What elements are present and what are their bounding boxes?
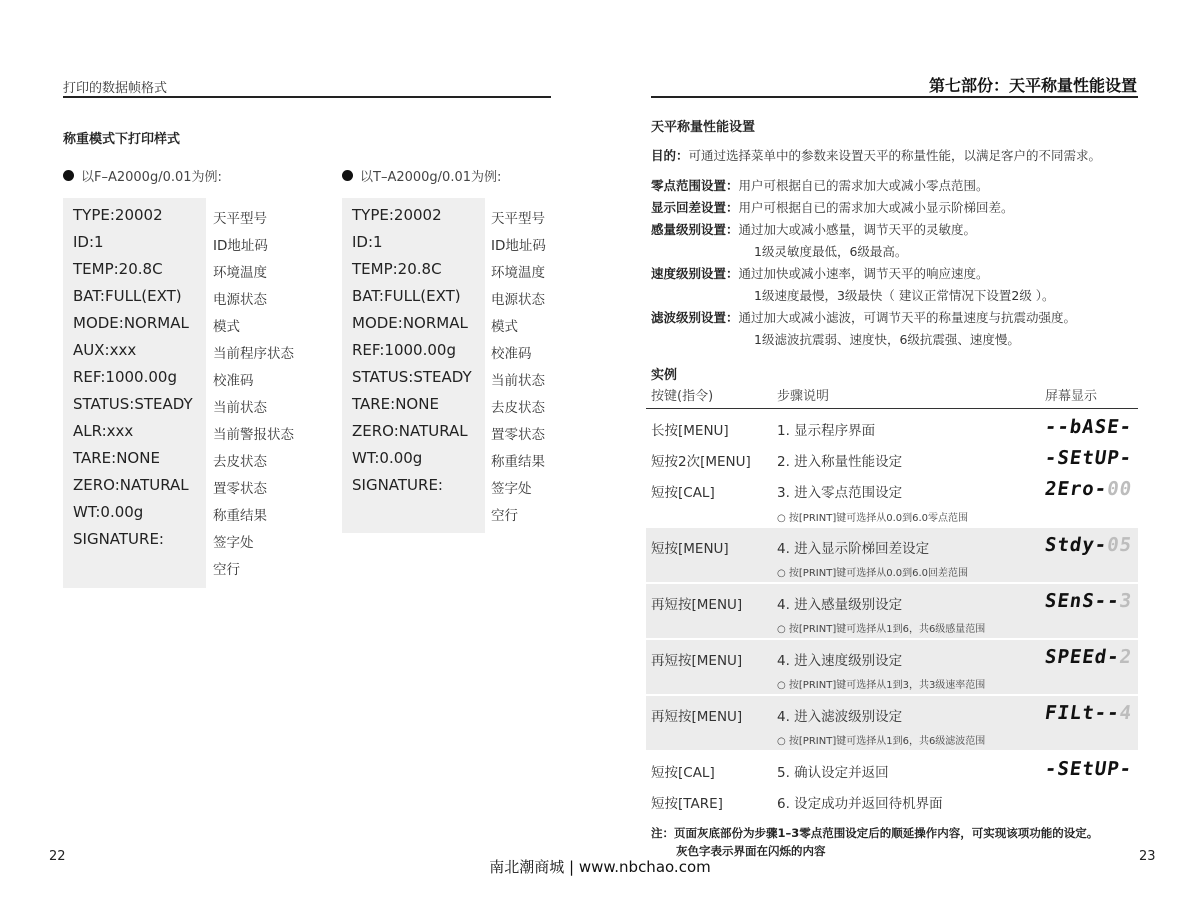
frame-line: TEMP:20.8C bbox=[352, 260, 442, 278]
setting-sensitivity bbox=[651, 220, 976, 238]
frame-line: MODE:NORMAL bbox=[352, 314, 468, 332]
example-t-label bbox=[342, 166, 501, 185]
lcd-display bbox=[1043, 702, 1133, 724]
lcd-display bbox=[1043, 447, 1133, 469]
lcd-main: SPEEd- bbox=[1043, 646, 1122, 668]
frame-desc: 签字处 bbox=[491, 481, 532, 497]
frame-desc: 当前警报状态 bbox=[213, 427, 294, 443]
lcd-main: SEnS-- bbox=[1043, 590, 1122, 612]
header-step: 步骤说明 bbox=[777, 389, 830, 404]
frame-line: SIGNATURE: bbox=[352, 476, 443, 494]
frame-line: STATUS:STEADY bbox=[73, 395, 193, 413]
frame-desc: 空行 bbox=[213, 562, 240, 578]
setting-text: 1级滤波抗震弱、速度快，6级抗震强、速度慢。 bbox=[754, 332, 1020, 347]
lcd-main: FILt-- bbox=[1043, 702, 1122, 724]
setting-text: 通过加快或减小速率，调节天平的响应速度。 bbox=[738, 266, 989, 281]
frame-desc: 当前程序状态 bbox=[213, 346, 294, 362]
frame-desc: 当前状态 bbox=[213, 400, 267, 416]
lcd-main: 2Ero- bbox=[1043, 478, 1109, 500]
frame-desc: 模式 bbox=[213, 319, 240, 335]
left-header-rule bbox=[63, 96, 551, 98]
lcd-blink: 3 bbox=[1118, 590, 1134, 612]
frame-line: TEMP:20.8C bbox=[73, 260, 163, 278]
lcd-display bbox=[1043, 478, 1133, 500]
example-title: 实例 bbox=[651, 368, 678, 383]
setting-label: 滤波级别设置： bbox=[651, 310, 739, 325]
row-key: 短按[CAL] bbox=[651, 765, 715, 781]
frame-line: BAT:FULL(EXT) bbox=[352, 287, 461, 305]
frame-line: TYPE:20002 bbox=[73, 206, 163, 224]
table-row bbox=[646, 785, 1138, 815]
frame-line: WT:0.00g bbox=[73, 503, 144, 521]
left-page-number: 22 bbox=[49, 849, 66, 864]
row-key: 长按[MENU] bbox=[651, 423, 729, 439]
lcd-blink: 05 bbox=[1105, 534, 1134, 556]
purpose-text: 可通过选择菜单中的参数来设置天平的称量性能，以满足客户的不同需求。 bbox=[688, 148, 1102, 163]
frame-desc: 环境温度 bbox=[213, 265, 267, 281]
frame-desc: 模式 bbox=[491, 319, 518, 335]
bullet-icon bbox=[342, 170, 353, 181]
header-display: 屏幕显示 bbox=[1045, 389, 1098, 404]
table-row bbox=[646, 413, 1138, 443]
example-f-label bbox=[63, 166, 222, 185]
frame-desc: 环境温度 bbox=[491, 265, 545, 281]
setting-label: 感量级别设置： bbox=[651, 222, 739, 237]
row-key: 再短按[MENU] bbox=[651, 709, 743, 725]
frame-desc: 置零状态 bbox=[491, 427, 545, 443]
setting-label: 速度级别设置： bbox=[651, 266, 739, 281]
frame-desc: 校准码 bbox=[491, 346, 532, 362]
lcd-main: -SEtUP- bbox=[1043, 447, 1134, 469]
frame-line: STATUS:STEADY bbox=[352, 368, 472, 386]
frame-line: BAT:FULL(EXT) bbox=[73, 287, 182, 305]
setting-text: 1级速度最慢，3级最快（ 建议正常情况下设置2级 ）。 bbox=[754, 288, 1055, 303]
frame-line: REF:1000.00g bbox=[352, 341, 456, 359]
frame-desc: ID地址码 bbox=[491, 238, 546, 254]
lcd-blink: 2 bbox=[1118, 646, 1134, 668]
setting-speed bbox=[651, 264, 989, 282]
setting-text: 通过加大或减小滤波，可调节天平的称量速度与抗震动强度。 bbox=[738, 310, 1077, 325]
lcd-display bbox=[1043, 646, 1133, 668]
setting-label: 零点范围设置： bbox=[651, 178, 739, 193]
frame-desc: 签字处 bbox=[213, 535, 254, 551]
setting-zero-range bbox=[651, 176, 989, 194]
frame-line: TYPE:20002 bbox=[352, 206, 442, 224]
frame-desc: 天平型号 bbox=[213, 211, 267, 227]
table-row bbox=[646, 528, 1138, 582]
frame-desc: 电源状态 bbox=[491, 292, 545, 308]
purpose-line bbox=[651, 146, 1101, 164]
frame-line: ZERO:NATURAL bbox=[352, 422, 468, 440]
header-key: 按键(指令) bbox=[651, 389, 714, 404]
table-row bbox=[646, 640, 1138, 694]
row-step: 4. 进入显示阶梯回差设定 bbox=[777, 541, 930, 557]
purpose-label: 目的： bbox=[651, 148, 689, 163]
footnote: 灰色字表示界面在闪烁的内容 bbox=[676, 844, 826, 858]
frame-desc: 校准码 bbox=[213, 373, 254, 389]
lcd-display bbox=[1043, 758, 1133, 780]
frame-line: ZERO:NATURAL bbox=[73, 476, 189, 494]
row-note: ○ 按[PRINT]键可选择从0.0到6.0零点范围 bbox=[777, 513, 969, 524]
frame-desc: 去皮状态 bbox=[491, 400, 545, 416]
setting-filter bbox=[651, 308, 1076, 326]
frame-line: ALR:xxx bbox=[73, 422, 134, 440]
lcd-display bbox=[1043, 534, 1133, 556]
frame-line: TARE:NONE bbox=[352, 395, 439, 413]
row-step: 1. 显示程序界面 bbox=[777, 423, 876, 439]
row-step: 4. 进入感量级别设定 bbox=[777, 597, 903, 613]
frame-line: MODE:NORMAL bbox=[73, 314, 189, 332]
frame-line: TARE:NONE bbox=[73, 449, 160, 467]
row-key: 短按[MENU] bbox=[651, 541, 729, 557]
row-key: 短按[TARE] bbox=[651, 796, 723, 812]
row-step: 5. 确认设定并返回 bbox=[777, 765, 889, 781]
lcd-display bbox=[1043, 416, 1133, 438]
row-note: ○ 按[PRINT]键可选择从0.0到6.0回差范围 bbox=[777, 568, 969, 579]
lcd-main: Stdy- bbox=[1043, 534, 1109, 556]
example-f-label-text: 以F–A2000g/0.01为例: bbox=[81, 170, 222, 185]
frame-line: ID:1 bbox=[73, 233, 104, 251]
bullet-icon bbox=[63, 170, 74, 181]
row-key: 再短按[MENU] bbox=[651, 597, 743, 613]
row-key: 短按[CAL] bbox=[651, 485, 715, 501]
table-row bbox=[646, 475, 1138, 527]
row-key: 短按2次[MENU] bbox=[651, 454, 751, 470]
table-row bbox=[646, 696, 1138, 750]
lcd-display bbox=[1043, 590, 1133, 612]
frame-desc: 当前状态 bbox=[491, 373, 545, 389]
frame-desc: 置零状态 bbox=[213, 481, 267, 497]
example-t-label-text: 以T–A2000g/0.01为例: bbox=[360, 170, 502, 185]
frame-desc: 称重结果 bbox=[491, 454, 545, 470]
frame-desc: 去皮状态 bbox=[213, 454, 267, 470]
table-row bbox=[646, 584, 1138, 638]
frame-line: AUX:xxx bbox=[73, 341, 137, 359]
table-header-rule bbox=[646, 408, 1138, 409]
frame-line: ID:1 bbox=[352, 233, 383, 251]
right-header-rule bbox=[651, 96, 1138, 98]
setting-display-hysteresis bbox=[651, 198, 1014, 216]
footnote: 注：页面灰底部份为步骤1–3零点范围设定后的顺延操作内容，可实现该项功能的设定。 bbox=[651, 826, 1099, 840]
lcd-main: --bASE- bbox=[1043, 416, 1134, 438]
lcd-blink: 4 bbox=[1118, 702, 1134, 724]
right-section-title: 天平称量性能设置 bbox=[651, 120, 756, 135]
footer-brand: 南北潮商城 | www.nbchao.com bbox=[489, 858, 711, 876]
frame-line: REF:1000.00g bbox=[73, 368, 177, 386]
left-section-title: 称重模式下打印样式 bbox=[63, 132, 181, 147]
row-note: ○ 按[PRINT]键可选择从1到3，共3级速率范围 bbox=[777, 680, 986, 691]
frame-line: WT:0.00g bbox=[352, 449, 423, 467]
row-step: 3. 进入零点范围设定 bbox=[777, 485, 903, 501]
right-page-number: 23 bbox=[1139, 849, 1156, 864]
row-note: ○ 按[PRINT]键可选择从1到6，共6级感量范围 bbox=[777, 624, 986, 635]
table-row bbox=[646, 754, 1138, 784]
left-page-header: 打印的数据帧格式 bbox=[63, 81, 168, 96]
frame-desc: 电源状态 bbox=[213, 292, 267, 308]
row-step: 4. 进入速度级别设定 bbox=[777, 653, 903, 669]
right-page-header: 第七部份：天平称量性能设置 bbox=[928, 76, 1137, 95]
lcd-blink: 00 bbox=[1105, 478, 1134, 500]
table-row bbox=[646, 444, 1138, 474]
frame-desc: 天平型号 bbox=[491, 211, 545, 227]
lcd-main: -SEtUP- bbox=[1043, 758, 1134, 780]
setting-text: 通过加大或减小感量，调节天平的灵敏度。 bbox=[738, 222, 977, 237]
row-key: 再短按[MENU] bbox=[651, 653, 743, 669]
row-note: ○ 按[PRINT]键可选择从1到6，共6级滤波范围 bbox=[777, 736, 986, 747]
frame-desc: 称重结果 bbox=[213, 508, 267, 524]
frame-desc: 空行 bbox=[491, 508, 518, 524]
row-step: 2. 进入称量性能设定 bbox=[777, 454, 903, 470]
frame-desc: ID地址码 bbox=[213, 238, 268, 254]
row-step: 4. 进入滤波级别设定 bbox=[777, 709, 903, 725]
row-step: 6. 设定成功并返回待机界面 bbox=[777, 796, 943, 812]
setting-label: 显示回差设置： bbox=[651, 200, 739, 215]
setting-text: 用户可根据自已的需求加大或减小显示阶梯回差。 bbox=[738, 200, 1014, 215]
frame-line: SIGNATURE: bbox=[73, 530, 164, 548]
setting-text: 1级灵敏度最低，6级最高。 bbox=[754, 244, 908, 259]
setting-text: 用户可根据自已的需求加大或减小零点范围。 bbox=[738, 178, 989, 193]
